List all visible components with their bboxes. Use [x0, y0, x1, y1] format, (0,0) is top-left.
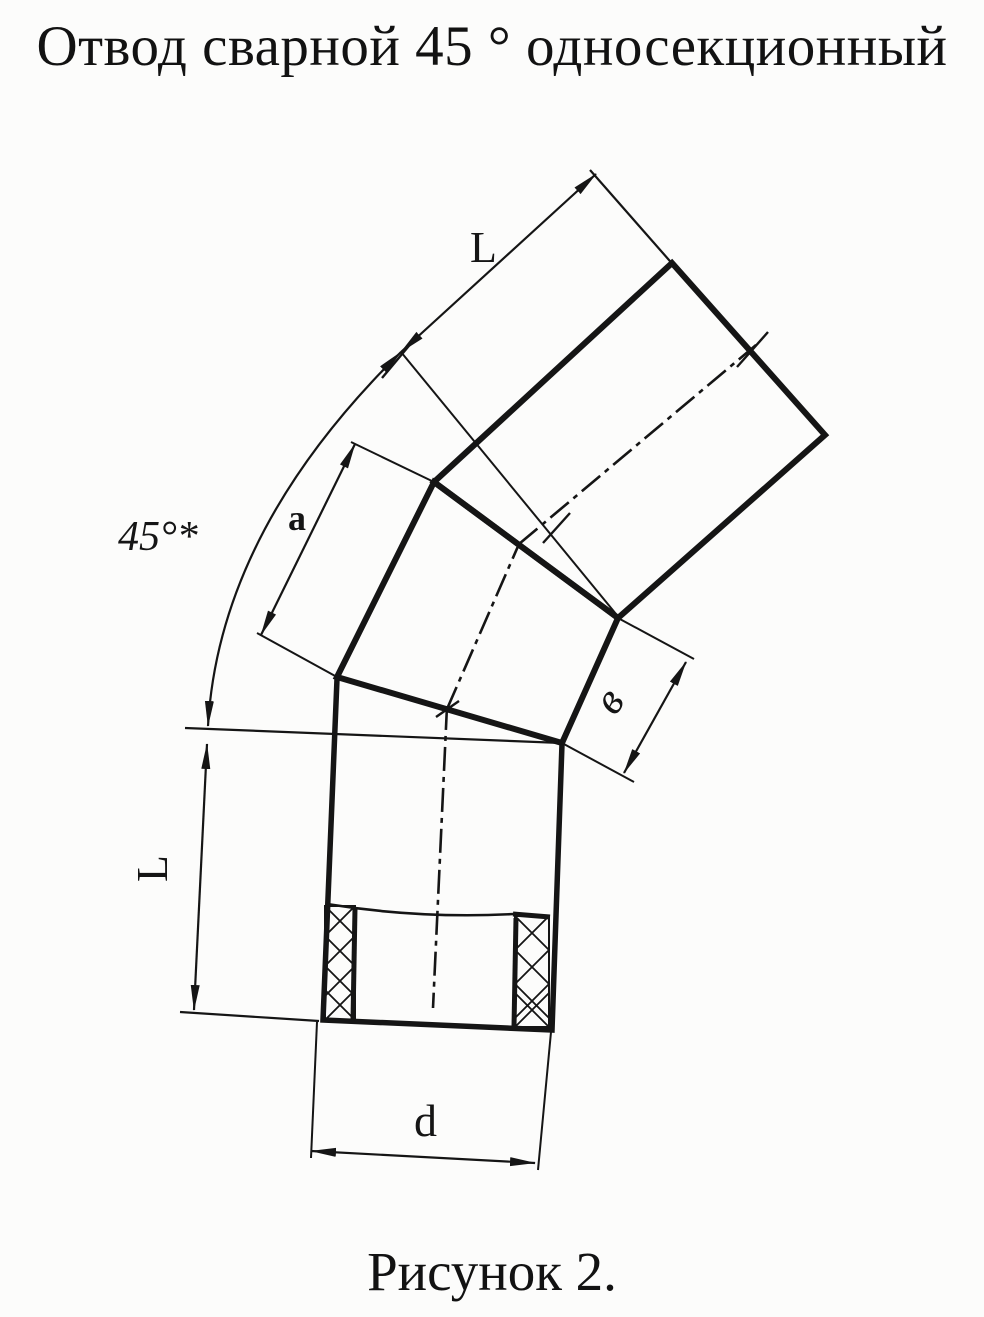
dim-v-line	[624, 662, 686, 773]
label-a: a	[288, 498, 306, 538]
angle-arc	[208, 352, 401, 726]
label-L-top: L	[470, 223, 497, 272]
label-d: d	[414, 1095, 437, 1146]
dim-a-ext-lower	[257, 633, 337, 677]
dim-L-top-oblique-tick	[382, 335, 418, 378]
dim-a-line	[261, 444, 355, 635]
page-title: Отвод сварной 45 ° односекционный	[36, 15, 948, 78]
right-backing-ring	[513, 914, 550, 1027]
dim-d-ext-left	[311, 1022, 317, 1158]
dim-d-ext-right	[538, 1032, 551, 1170]
label-angle: 45°*	[118, 514, 198, 560]
dim-a-ext-upper	[351, 442, 434, 482]
top-pipe-outline	[434, 263, 825, 618]
middle-segment-outline	[337, 482, 618, 743]
figure-caption: Рисунок 2.	[367, 1241, 617, 1302]
dim-d-line	[311, 1151, 535, 1163]
dim-v-ext-upper	[618, 618, 694, 659]
label-L-left: L	[128, 855, 177, 882]
angle-baseline	[185, 728, 562, 743]
dim-L-left-line	[194, 744, 207, 1010]
dim-L-left-ext	[180, 1012, 319, 1021]
dim-L-top-extension	[590, 170, 676, 268]
centerline-bottom	[433, 706, 447, 1008]
centerline-middle	[447, 544, 519, 709]
dim-L-top-line	[401, 174, 596, 352]
centerline-mid-tick	[543, 513, 570, 543]
dim-v-ext-lower	[562, 743, 634, 782]
label-v: в	[583, 678, 635, 723]
